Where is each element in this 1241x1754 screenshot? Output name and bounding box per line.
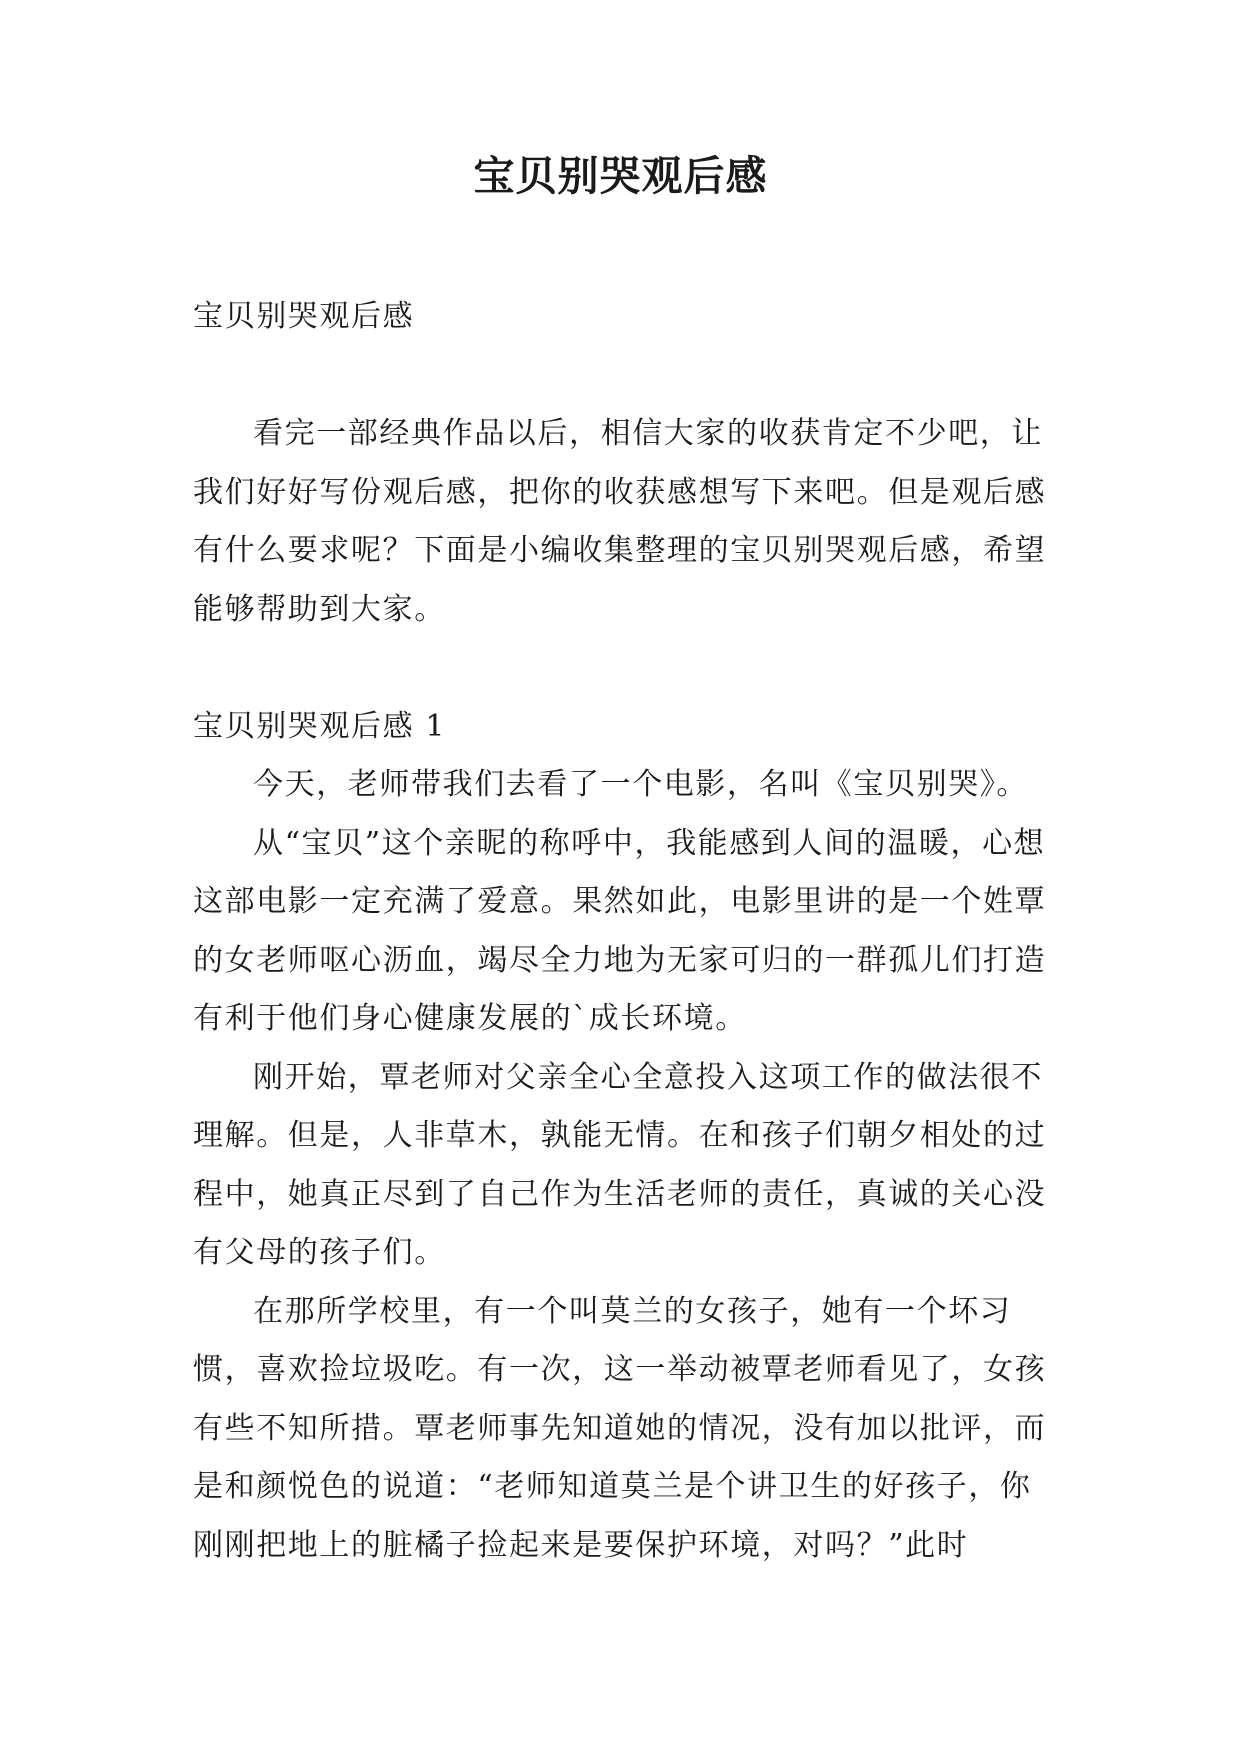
body-paragraph-4: 在那所学校里，有一个叫莫兰的女孩子，她有一个坏习惯，喜欢捡垃圾吃。有一次，这一举动被覃老师看见了，女孩有些不知所措。覃老师事先知道她的情况，没有加以批评，而是和颜悦色的说道：“老师知道莫兰是个讲卫生的好孩子，你刚刚把地上的脏橘子捡起来是要保护环境，对吗？”此时 (193, 1293, 1047, 1563)
body-paragraph-3: 刚开始，覃老师对父亲全心全意投入这项工作的做法很不理解。但是，人非草木，孰能无情。在和孩子们朝夕相处的过程中，她真正尽到了自己作为生活老师的责任，真诚的关心没有父母的孩子们。 (193, 1059, 1047, 1270)
body-paragraph-2: 从“宝贝”这个亲昵的称呼中，我能感到人间的温暖，心想这部电影一定充满了爱意。果然如此，电影里讲的是一个姓覃的女老师呕心沥血，竭尽全力地为无家可归的一群孤儿们打造有利于他们身心健康发展的`成长环境。 (193, 825, 1047, 1036)
spacer (193, 347, 1063, 406)
spacer (193, 639, 1063, 698)
section-heading: 宝贝别哭观后感 1 (193, 708, 447, 744)
document-subtitle: 宝贝别哭观后感 (193, 299, 415, 334)
document-body (193, 288, 1063, 1575)
body-paragraph-1: 今天，老师带我们去看了一个电影，名叫《宝贝别哭》。 (253, 767, 1028, 802)
intro-paragraph: 看完一部经典作品以后，相信大家的收获肯定不少吧，让我们好好写份观后感，把你的收获感想写下来吧。但是观后感有什么要求呢？下面是小编收集整理的宝贝别哭观后感，希望能够帮助到大家。 (193, 416, 1047, 627)
document-title: 宝贝别哭观后感 (473, 152, 768, 200)
